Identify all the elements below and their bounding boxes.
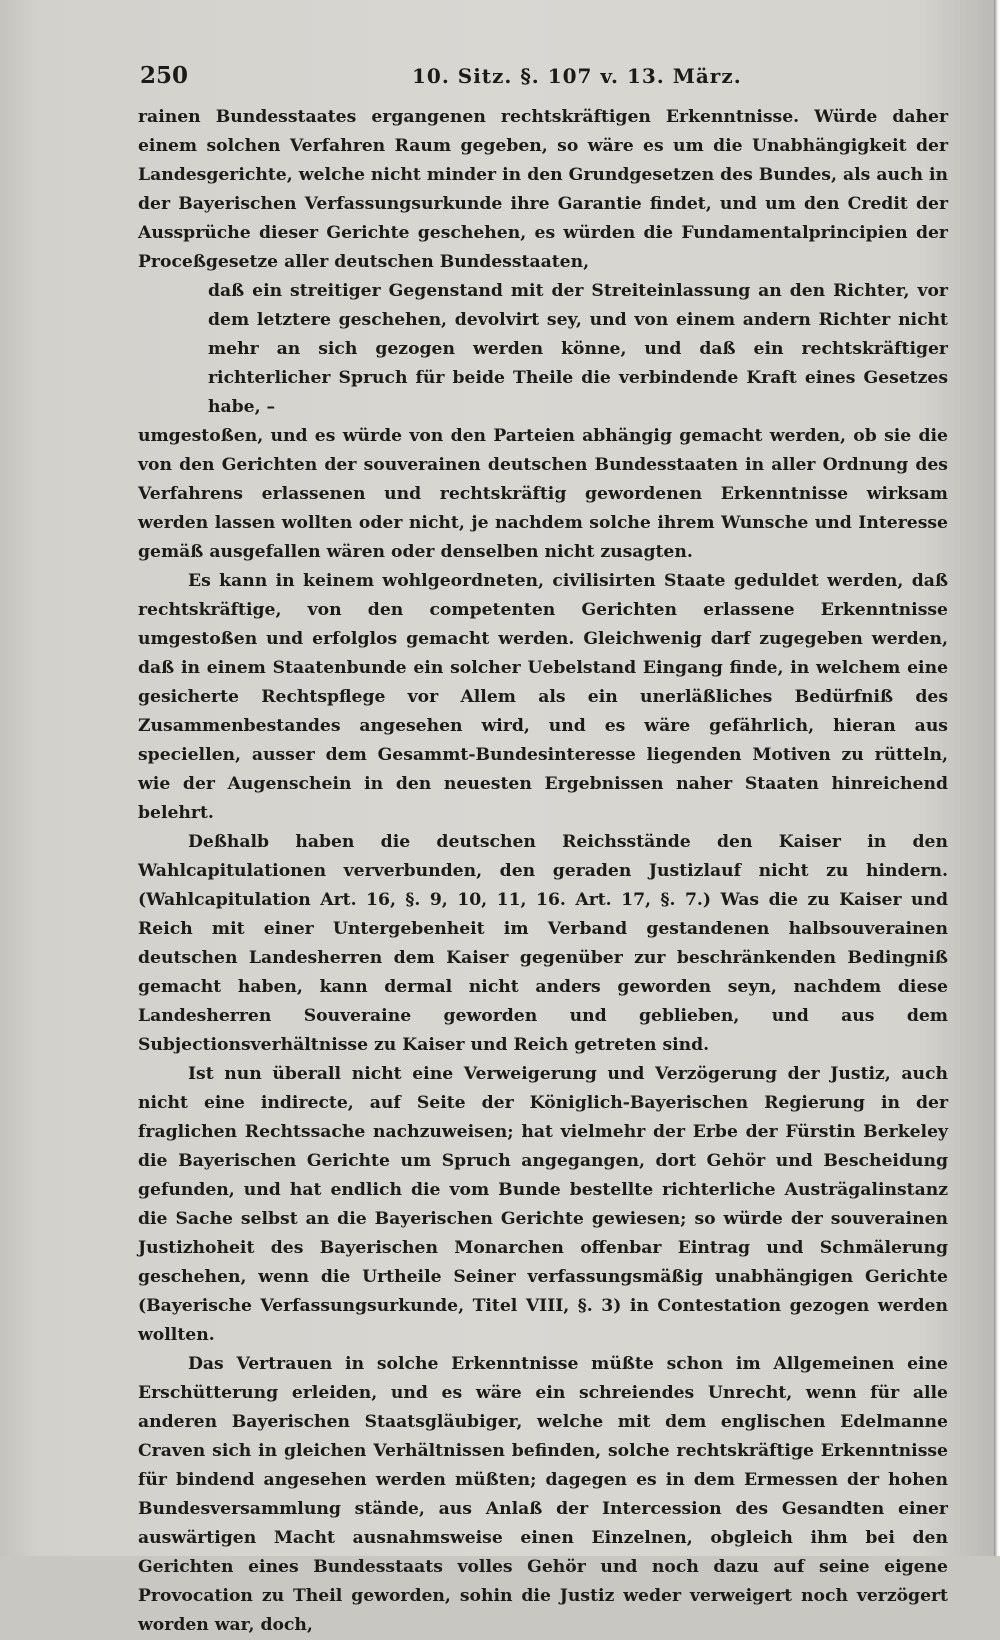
paragraph-quoted-principle: daß ein streitiger Gegenstand mit der Streiteinlassung an den Richter, vor dem letztere geschehen, devolvirt sey, und von einem andern Richter nicht mehr an sich gezogen werden könne, und daß ein rechtskräftiger richterlicher Spruch für beide Theile die verbindende Kraft eines Gesetzes habe, –	[208, 281, 948, 417]
paragraph: Ist nun überall nicht eine Verweigerung und Verzögerung der Justiz, auch nicht eine indirecte, auf Seite der Königlich-Bayerischen Regierung in der fraglichen Rechtssache nachzuweisen; hat vielmehr der Erbe der Fürstin Berkeley die Bayerischen Gerichte um Spruch angegangen, dort Gehör und Bescheidung gefunden, und hat endlich die vom Bunde bestellte richterliche Austrägalinstanz die Sache selbst an die Bayerischen Gerichte gewiesen; so würde der souverainen Justizhoheit des Bayerischen Monarchen offenbar Eintrag und Schmälerung geschehen, wenn die Urtheile Seiner verfassungsmäßig unabhängigen Gerichte (Bayerische Verfassungsurkunde, Titel VIII, §. 3) in Contestation gezogen werden wollten.	[138, 1064, 948, 1345]
page-edge	[994, 0, 1000, 1556]
body-text	[138, 103, 948, 1640]
page-number: 250	[140, 62, 189, 89]
running-title: 10. Sitz. §. 107 v. 13. März.	[412, 64, 742, 88]
paragraph: Deßhalb haben die deutschen Reichsstände den Kaiser in den Wahlcapitulationen ververbunden, den geraden Justizlauf nicht zu hindern. (Wahlcapitulation Art. 16, §. 9, 10, 11, 16. Art. 17, §. 7.) Was die zu Kaiser und Reich mit einer Untergebenheit im Verband gestandenen halbsouverainen deutschen Landesherren dem Kaiser gegenüber zur beschränkenden Bedingniß gemacht haben, kann dermal nicht anders geworden seyn, nachdem diese Landesherren Souveraine geworden und geblieben, und aus dem Subjectionsverhältnisse zu Kaiser und Reich getreten sind.	[138, 832, 948, 1055]
paragraph-continuation-2: umgestoßen, und es würde von den Parteien abhängig gemacht werden, ob sie die von den Gerichten der souverainen deutschen Bundesstaaten in aller Ordnung des Verfahrens erlassenen und rechtskräftig gewordenen Erkenntnisse wirksam werden lassen wollten oder nicht, je nachdem solche ihrem Wunsche und Interesse gemäß ausgefallen wären oder denselben nicht zusagten.	[138, 426, 948, 562]
paragraph-continuation: rainen Bundesstaates ergangenen rechtskräftigen Erkenntnisse. Würde daher einem solchen Verfahren Raum gegeben, so wäre es um die Unabhängigkeit der Landesgerichte, welche nicht minder in den Grundgesetzen des Bundes, als auch in der Bayerischen Verfassungsurkunde ihre Garantie findet, und um den Credit der Aussprüche dieser Gerichte geschehen, es würden die Fundamentalprincipien der Proceßgesetze aller deutschen Bundesstaaten,	[138, 107, 948, 272]
running-head	[140, 62, 952, 94]
paragraph: Das Vertrauen in solche Erkenntnisse müßte schon im Allgemeinen eine Erschütterung erleiden, und es wäre ein schreiendes Unrecht, wenn für alle anderen Bayerischen Staatsgläubiger, welche mit dem englischen Edelmanne Craven sich in gleichen Verhältnissen befinden, solche rechtskräftige Erkenntnisse für bindend angesehen werden müßten; dagegen es in dem Ermessen der hohen Bundesversammlung stände, aus Anlaß der Intercession des Gesandten einer auswärtigen Macht ausnahmsweise einen Einzelnen, obgleich ihm bei den Gerichten eines Bundesstaats volles Gehör und noch dazu auf seine eigene Provocation zu Theil geworden, sohin die Justiz weder verweigert noch verzögert worden war, doch,	[138, 1354, 948, 1635]
paragraph: Es kann in keinem wohlgeordneten, civilisirten Staate geduldet werden, daß rechtskräftige, von den competenten Gerichten erlassene Erkenntnisse umgestoßen und erfolglos gemacht werden. Gleichwenig darf zugegeben werden, daß in einem Staatenbunde ein solcher Uebelstand Eingang finde, in welchem eine gesicherte Rechtspflege vor Allem als ein unerläßliches Bedürfniß des Zusammenbestandes angesehen wird, und es wäre gefährlich, hieran aus speciellen, ausser dem Gesammt-Bundesinteresse liegenden Motiven zu rütteln, wie der Augenschein in den neuesten Ergebnissen naher Staaten hinreichend belehrt.	[138, 571, 948, 823]
